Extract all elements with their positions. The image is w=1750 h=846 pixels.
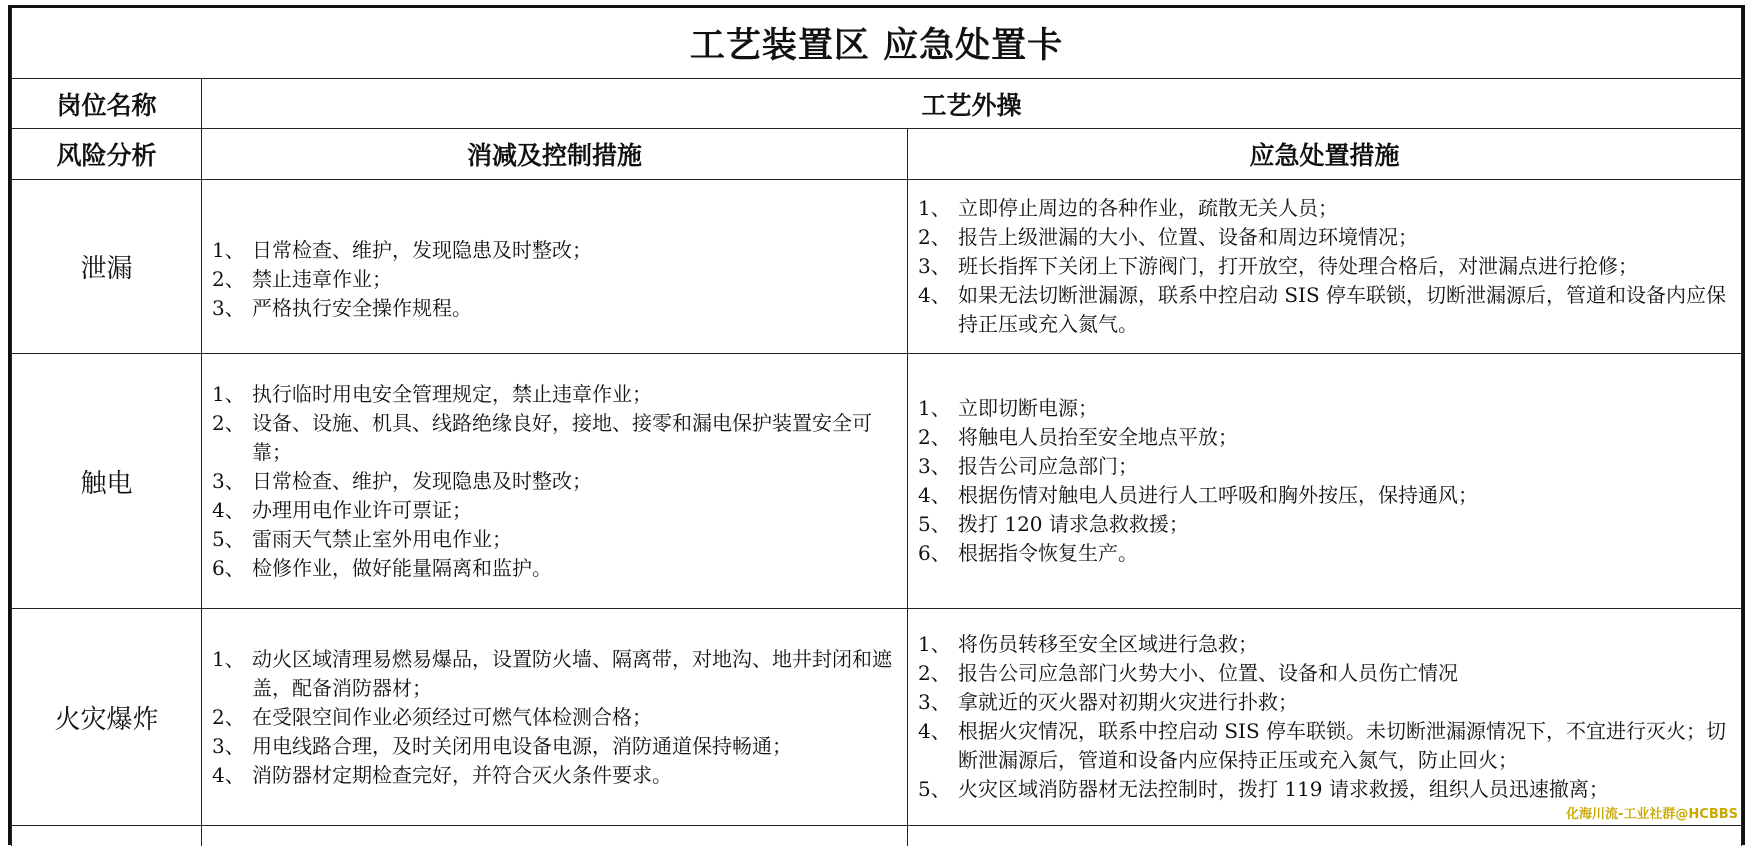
item-text: 用电线路合理，及时关闭用电设备电源，消防通道保持畅通； [252,732,899,761]
item-text: 报告上级泄漏的大小、位置、设备和周边环境情况； [958,223,1733,252]
item-text: 禁止违章作业； [252,265,899,294]
list-item [212,409,899,467]
list-item [918,717,1733,775]
item-text: 设备、设施、机具、线路绝缘良好，接地、接零和漏电保护装置安全可靠； [252,409,899,467]
item-number: 3、 [918,688,958,717]
item-number: 1、 [212,645,252,703]
emergency-measures-cell [908,354,1742,609]
list-item [212,525,899,554]
item-number: 1、 [918,194,958,223]
item-text: 火灾区域消防器材无法控制时，拨打 119 请求救援，组织人员迅速撤离； [958,775,1733,804]
control-measures-list [202,210,907,323]
item-text: 执行临时用电安全管理规定，禁止违章作业； [252,380,899,409]
list-item [918,194,1733,223]
item-text: 消防器材定期检查完好，并符合灭火条件要求。 [252,761,899,790]
card-title: 工艺装置区 应急处置卡 [12,8,1742,79]
list-item [918,252,1733,281]
empty-cell [908,826,1742,846]
item-number: 2、 [918,659,958,688]
item-text: 如果无法切断泄漏源，联系中控启动 SIS 停车联锁，切断泄漏源后，管道和设备内应保持正压或充入氮气。 [958,281,1733,339]
item-text: 动火区域清理易燃易爆品，设置防火墙、隔离带，对地沟、地井封闭和遮盖，配备消防器材； [252,645,899,703]
table-row [12,826,1742,846]
item-number: 6、 [212,554,252,583]
list-item [212,380,899,409]
list-item [918,510,1733,539]
item-text: 班长指挥下关闭上下游阀门，打开放空，待处理合格后，对泄漏点进行抢修； [958,252,1733,281]
risk-name: 触电 [12,354,202,609]
item-text: 将触电人员抬至安全地点平放； [958,423,1733,452]
table-row [12,180,1742,354]
item-number: 5、 [212,525,252,554]
control-measures-cell [202,609,908,826]
item-number: 1、 [918,630,958,659]
emergency-table [11,8,1742,846]
item-number: 1、 [212,236,252,265]
list-item [918,452,1733,481]
item-text: 办理用电作业许可票证； [252,496,899,525]
item-number: 4、 [212,761,252,790]
emergency-measures-list [908,630,1741,804]
list-item [918,281,1733,339]
risk-name: 火灾爆炸 [12,609,202,826]
list-item [212,703,899,732]
list-item [212,496,899,525]
item-number: 6、 [918,539,958,568]
item-number: 4、 [918,281,958,339]
list-item [212,761,899,790]
item-text: 立即切断电源； [958,394,1733,423]
emergency-measures-cell [908,609,1742,826]
list-item [212,236,899,265]
list-item [918,394,1733,423]
item-number: 4、 [918,481,958,510]
item-text: 日常检查、维护，发现隐患及时整改； [252,467,899,496]
list-item [918,775,1733,804]
list-item [918,630,1733,659]
empty-cell [202,826,908,846]
item-text: 根据伤情对触电人员进行人工呼吸和胸外按压，保持通风； [958,481,1733,510]
empty-cell [12,826,202,846]
list-item [212,645,899,703]
control-measures-cell [202,180,908,354]
item-number: 4、 [918,717,958,775]
table-row [12,354,1742,609]
item-text: 根据指令恢复生产。 [958,539,1733,568]
post-value: 工艺外操 [202,79,1742,129]
item-text: 雷雨天气禁止室外用电作业； [252,525,899,554]
table-row [12,609,1742,826]
column-header-control: 消减及控制措施 [202,129,908,180]
emergency-measures-cell [908,180,1742,354]
item-number: 3、 [212,467,252,496]
list-item [918,481,1733,510]
list-item [918,659,1733,688]
item-number: 2、 [918,423,958,452]
item-text: 立即停止周边的各种作业，疏散无关人员； [958,194,1733,223]
list-item [212,265,899,294]
item-text: 拿就近的灭火器对初期火灾进行扑救； [958,688,1733,717]
emergency-measures-list [908,394,1741,568]
control-measures-list [202,645,907,790]
item-text: 报告公司应急部门； [958,452,1733,481]
list-item [918,688,1733,717]
item-text: 将伤员转移至安全区域进行急救； [958,630,1733,659]
item-number: 5、 [918,510,958,539]
item-number: 4、 [212,496,252,525]
control-measures-cell [202,354,908,609]
watermark: 化海川流-工业社群@HCBBS [1566,803,1738,822]
list-item [918,539,1733,568]
list-item [212,732,899,761]
item-number: 3、 [212,732,252,761]
list-item [918,423,1733,452]
item-number: 5、 [918,775,958,804]
item-text: 在受限空间作业必须经过可燃气体检测合格； [252,703,899,732]
emergency-card [8,5,1745,845]
column-header-emergency: 应急处置措施 [908,129,1742,180]
item-text: 报告公司应急部门火势大小、位置、设备和人员伤亡情况 [958,659,1733,688]
item-text: 拨打 120 请求急救救援； [958,510,1733,539]
list-item [918,223,1733,252]
list-item [212,467,899,496]
item-number: 3、 [212,294,252,323]
item-number: 2、 [212,703,252,732]
emergency-measures-list [908,194,1741,339]
item-text: 根据火灾情况，联系中控启动 SIS 停车联锁。未切断泄漏源情况下，不宜进行灭火；切断泄漏源后，管道和设备内应保持正压或充入氮气，防止回火； [958,717,1733,775]
item-number: 2、 [212,265,252,294]
item-text: 检修作业，做好能量隔离和监护。 [252,554,899,583]
item-number: 1、 [918,394,958,423]
item-number: 2、 [918,223,958,252]
control-measures-list [202,380,907,583]
item-number: 3、 [918,452,958,481]
post-label: 岗位名称 [12,79,202,129]
column-header-risk: 风险分析 [12,129,202,180]
list-item [212,554,899,583]
item-text: 日常检查、维护，发现隐患及时整改； [252,236,899,265]
item-number: 2、 [212,409,252,467]
list-item [212,294,899,323]
risk-name: 泄漏 [12,180,202,354]
item-text: 严格执行安全操作规程。 [252,294,899,323]
item-number: 1、 [212,380,252,409]
item-number: 3、 [918,252,958,281]
